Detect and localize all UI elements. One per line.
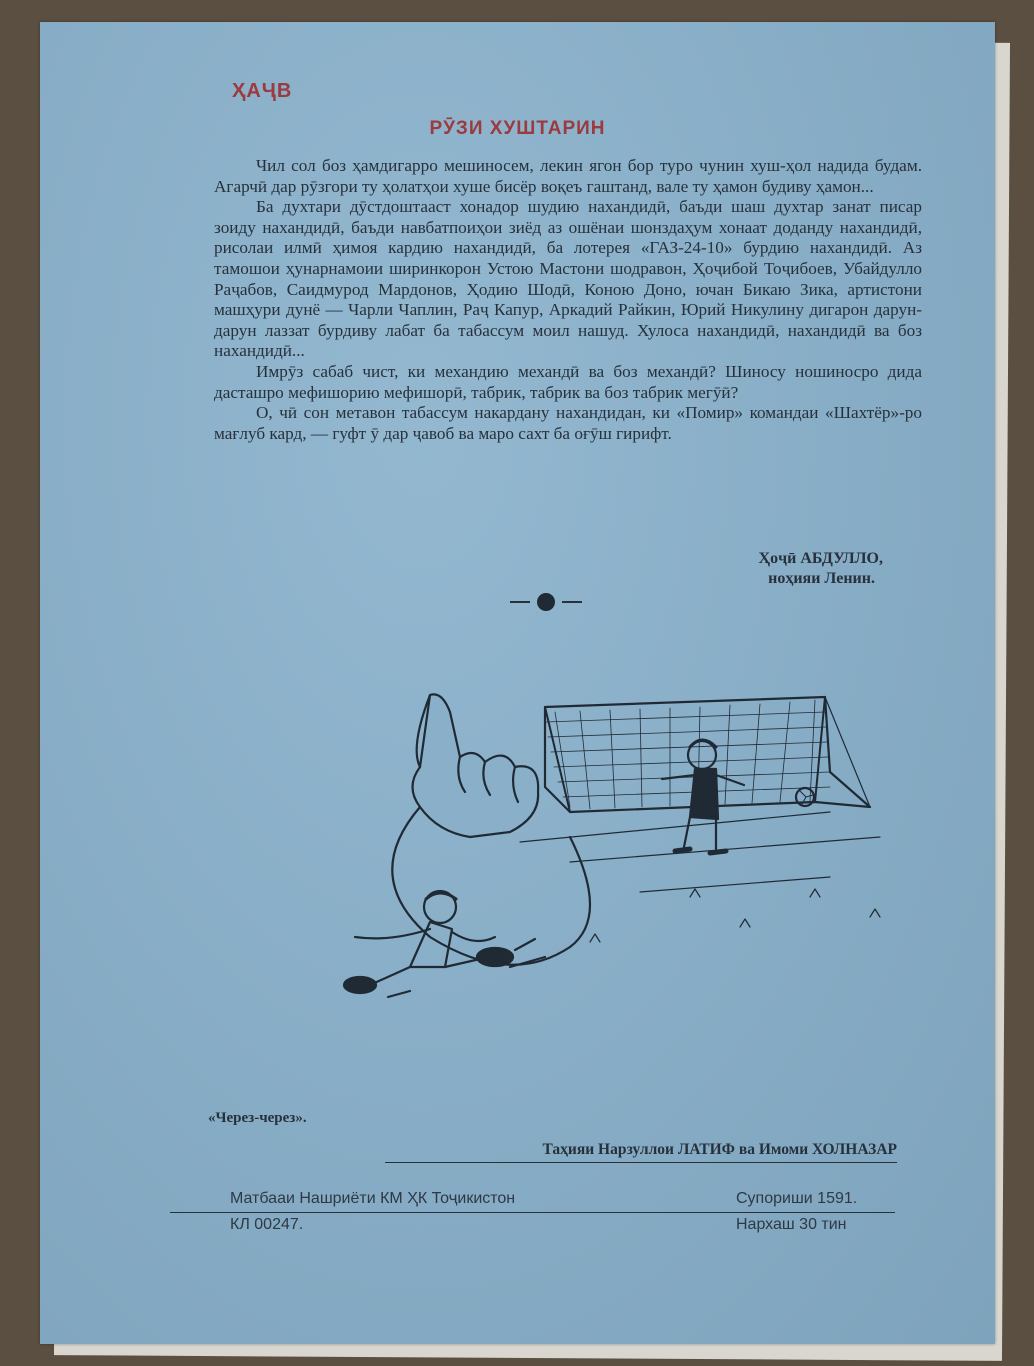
author-name: Ҳоҷӣ АБДУЛЛО, <box>758 550 883 567</box>
imprint-divider <box>170 1212 895 1213</box>
section-heading: ҲАҶВ <box>232 80 293 102</box>
author-place: ноҳияи Ленин. <box>768 570 875 587</box>
running-player-drawing <box>344 891 545 997</box>
goalkeeper-drawing <box>662 740 744 853</box>
paragraph: Чил сол боз ҳамдигарро мешиносем, лекин ягон бор туро чунин хуш-ҳол надида будам. Агарчӣ дар рӯзгори ту ҳолатҳои хуше бисёр воқеъ гаштанд, вале ту ҳамон будиву ҳамон... <box>214 156 922 196</box>
pointing-hand-drawing <box>392 694 590 964</box>
imprint-price: Нархаш 30 тин <box>736 1216 847 1233</box>
imprint-code: КЛ 00247. <box>230 1216 304 1233</box>
ball-separator-icon <box>506 592 586 612</box>
football-cartoon-illustration <box>270 667 890 1002</box>
article-body <box>214 156 922 444</box>
paragraph: О, чӣ сон метавон табассум накардану нахандидан, ки «Помир» командаи «Шахтёр»-ро мағлуб кард, — гуфт ӯ дар ҷавоб ва маро сахт ба оғӯш гирифт. <box>214 403 922 443</box>
author-signature <box>759 549 883 589</box>
paragraph: Ба духтари дӯстдоштааст хонадор шудию нахандидӣ, баъди шаш духтар занат писар зоиду нахандидӣ, баъди навбатпоиҳои зиёд аз ошёнаи шонздаҳум хонаат доданду нахандидӣ, рисолаи илмӣ ҳимоя кардию нахандидӣ, ба лотерея «ГАЗ-24-10» бурдию нахандидӣ. Аз тамошои ҳунарнамоии ширинкорон Устою Мастони шодравон, Ҳоҷибой Тоҷибоев, Убайдулло Раҷабов, Саидмурод Мардонов, Ҳодию Шодӣ, Коною Доно, ючан Бикаю Зика, артистони машҳури дунё — Чарли Чаплин, Раҷ Капур, Аркадий Райкин, Юрий Никулину дигарон дарун-дарун лаззат бурдиву лабат ба табассум моил нашуд. Хулоса нахандидӣ, нахандидӣ ва боз нахандидӣ... <box>214 197 922 361</box>
article-title: РӮЗИ ХУШТАРИН <box>429 118 606 139</box>
imprint-order: Супориши 1591. <box>736 1190 858 1207</box>
cartoon-caption: «Через-через». <box>208 1110 307 1126</box>
magazine-page <box>40 22 995 1344</box>
cartoon-credit: Таҳияи Нарзуллои ЛАТИФ ва Имоми ХОЛНАЗАР <box>385 1141 897 1163</box>
paragraph: Имрӯз сабаб чист, ки механдию механдӣ ва боз механдӣ? Шиносу ношиносро дида дасташро мефишорию мефишорӣ, табрик, табрик ва боз табрик мегӯӣ? <box>214 361 922 402</box>
imprint-publisher: Матбааи Нашриёти КМ ҲК Тоҷикистон <box>230 1190 516 1207</box>
